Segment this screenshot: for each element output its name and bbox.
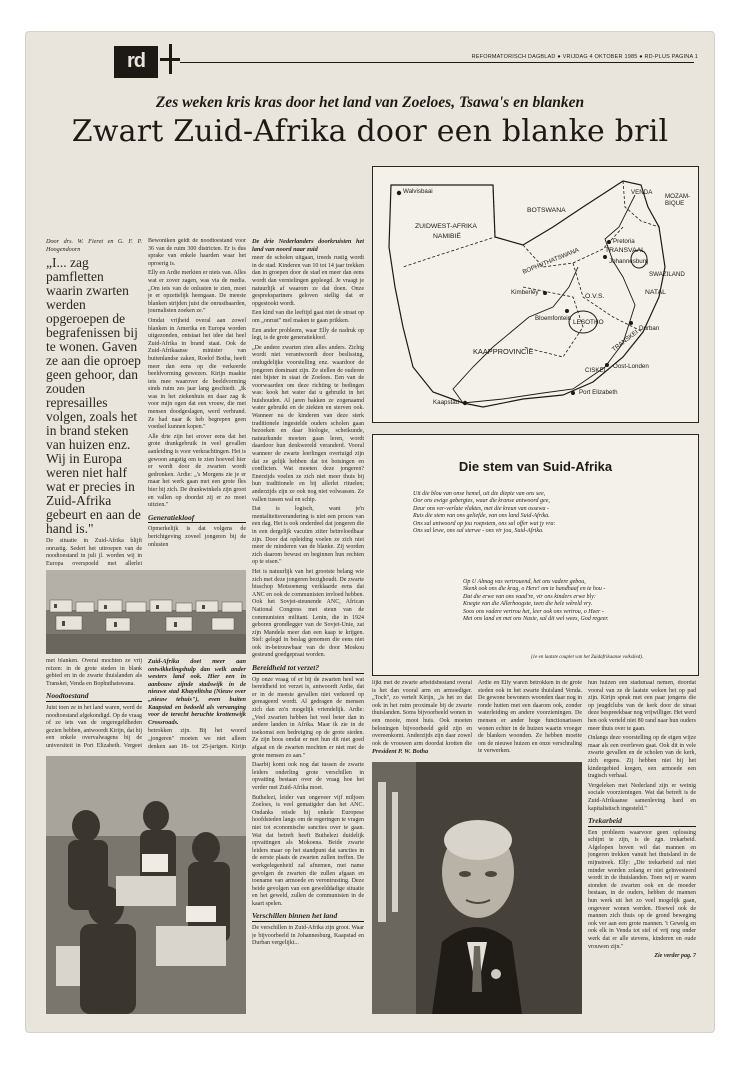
label-pretoria: Pretoria (613, 238, 635, 245)
article-headline: Zwart Zuid-Afrika door een blanke bril (71, 114, 669, 149)
col3-para-10: De verschillen in Zuid-Afrika zijn groot. Waar je bijvoorbeeld in Johannesburg, Kaapstad en Durban vergelijkt... (252, 925, 364, 947)
col7-para-2: Onlangs deze voorstelling op de eigen wijze maar als een overleven gaat. Ook dit in vele zwarte gevallen en de scholen van de kerk, zich ergens. Zij hebben niet bij het kindergebied kregen, een armoede een tragisch verhaal. (588, 735, 696, 780)
col7-para-4: Een probleem waarvoor geen oplossing schijnt te zijn, is de zgn. trekarbeid. Afgelopen boven wil dat mannen en jongeren trekken vanuit het thuisland in de mijnstreek. Elly: „Die trekarbeid zal niet minder worden zolang er niet geïnvesteerd wordt in de thuislanden. Toen wij er waren stonden de zwarten ook en de moeder bestaan, in de ouders, hebben de mannen hun werk uit het zo veel mogelijk gaan, ongeveer wonen werden. Hoewel ook de mannen zich thuis op de grond beweging ook ver aan een grote mannen. 't Gewelg en ook elk in Venda tot stel of vrij nog onder werk dat er alle stevens, kinderen en oude vrouwen zijn." (588, 829, 696, 950)
newspaper-page (26, 32, 714, 1032)
col2b-para-1: betrokken zijn. Bij het woord „jongeren" moeten we niet alleen denken aan 18- tot 25-jarigen. Kirijn (148, 728, 246, 750)
col2-para-5: Opmerkelijk is dat volgens de berichtgeving zoveel jongeren bij de onlusten (148, 526, 246, 548)
col5-para-1: lijkt met de zwarte arbeidsbestand overal is het dan vooral arm en armoediger. „Toch", zo vertelt Kirijn, „is het zo dat ook in het ruim proximale bij de zwarte thuislanden. Soms bijvoorbeeld wonen in een mooie, mooi huis. Ook moeten beloningen bijvoorbeeld geld zijn en overeenkomt. Anderzijds zijn daar zowel ook de vrouwen arm doordat krotten die (372, 680, 472, 746)
stanza2-line: Knegte van die Allerhoogste, teen die hele wêreld vry. (463, 601, 593, 608)
col2-para-3: Omdat vrijheid overal aan zowel blanken in Amerika en Europa worden uitgezonden, ontstaat het idee dat heel Zuid-Afrika in brand staat. Ook de Zuid-Afrikaanse minister van buitenlandse zaken, Roelof Botha, heeft meer dan eens op die verkeerde beeldvorming gewezen. Kirijn maakte iets mee waarover de beeldvorming sinds ruim zes jaar lang geschiedt. „Ik was in het ziekenhuis en daar zag ik voor mijn ogen dat een vrouw, die met mensen doodgeslagen, werd verbrand. Ze had naar ik heb begrepen geen voedsel kunnen kopen." (148, 317, 246, 431)
map-southern-africa (372, 166, 699, 423)
lead-quote: „I... zag pamfletten waarin zwarten werden opgeroepen de begrafenissen bij te wonen. Gaven ze aan die oproep geen gehoor, dan zouden represailles volgen, zoals het in brand steken van huizen enz. Wij in Europa weren niet half wat er precies in Zuid-Afrika gebeurt en aan de hand is." (46, 255, 141, 536)
label-oost-londen: Oost-Londen (613, 363, 649, 370)
col3-para-9: Buthelezi, leider van ongeveer vijf miljoen Zoeloes, is veel gematigder dan het ANC. Ondanks reisde hij enkele Europese hoofdsteden langs om de regeringen te vragen niet tot economische sancties over te gaan. Wat dat betreft heeft Buthelezi duidelijk opvattingen als Mokoena. Beide zwarte leiders maar op het standpunt dat sancties in de eerste plaats de zwarten zullen treffen. De werkgelegenheid zal afnemen, met name gevolgen de zwarten die zullen afgaan en toename van armoede en verontrusting. Deze beide gevolgen van een gewelddadige situatie en het geweld, zullen de communisten in de kaart spelen. (252, 794, 364, 907)
label-botswana: BOTSWANA (527, 207, 566, 214)
anthem-note: (1e en laatste couplet van het Zuidafrikaanse volkslied). (531, 655, 644, 660)
col1b-para-1: met blanken. Overal mochten ze vrij reizen: in de grote steden in blank gebied en in de zwarte thuislanden als Transkei, Venda en Bophuthatswana. (46, 658, 142, 687)
anthem-stanza-2 (463, 579, 691, 623)
label-venda: VENDA (631, 189, 653, 196)
stanza1-line: Ons sal antwoord op jou roepstem, ons sal offer wat jy vra: (413, 520, 556, 527)
col3-para-2: Een kind van die leeftijd gaat niet de straat op om „onrust" mel maken te gaan prikken. (252, 310, 364, 324)
col2-para-1: Bewoniken geldt de noodtoestand voor 36 van de ruim 300 districten. Er is dus sprake van enkele haarden waar het oproerig is. (148, 238, 246, 267)
col3-para-6: Het is natuurlijk van het grootste belang wie zich met deze jongeren bezighoudt. De zwarte bisschop Motsoeneng verklaarde eens dat ANC en ook de communisten invloed hebben. Ook het Sovjet-steunende ANC, African National Congress met steun van de communisten militant. Lenin, die in 1924 geboren grondlegger van de Sovjet-Unie, zat zijn Mandela meer dan een kaap te krijgen. Stel: gelegd in beslag genomen die eens niet ook in-betrouwbaar van de door Moskou gesteund goedgepraat worden. (252, 568, 364, 659)
map-caption: De drie Nederlanders doorkruisten het land van noord naar zuid (252, 238, 364, 253)
column-2-bottom (148, 658, 246, 750)
byline: Door drs. W. Fieret en G. F. P. Hoogendoorn (46, 238, 142, 253)
label-johannesburg: Johannesburg (609, 258, 649, 265)
stanza2-line: Soos ons vadere vertrou het, leer ook ons vertrou, o Heer - (463, 608, 604, 615)
col7-para-1: hun huizen een stadsmaal nemen, doordat vooral van ze de laatste weken het op pad zijn. Kirijn sprak met een paar jongens die op jeugdclubs van de kerk door de straat deze bespreekbaar nog vrijwilliger. Het werd hen ook verteld niet 80 rand naar hun ouders meer thuis over te gaan. (588, 680, 696, 732)
subhead-noodtoestand: Noodtoestand (46, 692, 142, 702)
label-transkei: TRANSKEI (610, 328, 640, 354)
label-lesotho: LESOTHO (573, 319, 604, 326)
label-kimberley: Kimberley (511, 289, 539, 296)
col7-para-3: Vergeleken met Nederland zijn er weinig sociale voorzieningen. Wat dat betreft is de Zuid-Afrikaanse samenleving hard en kapitalistisch ingesteld." (588, 782, 696, 812)
stanza2-line: Skenk ook ons die krag, o Here! om te handhaaf en te hou - (463, 586, 606, 593)
col1-para-1: De situatie in Zuid-Afrika blijft onrustig. Sedert het uitroepen van de noodtoestand in juli jl. worden wij in Europa overspoeld met allerlei (46, 538, 142, 566)
anthem-title: Die stem van Suid-Afrika (458, 459, 613, 474)
col3-para-4: „De andere zwarten zien alles anders. Zichtg wordt niet verantwoordt door beslissing, ondugdelijke voorstelling enz. waardoor de jongeren dominant zijn. Ze stellen de ouderen niet bijster in staat de Zoeloes. Een van de voorwaarden om deze richting te bedingen was: kook het water dat u gebruikt in het huishouden. Al jaren bakken ze zogenaamd water gebruikt en de ziekten en sterven ook. Wanneer nu de kinderen van deze sterk traditionele ingestelde ouders scholen gaan bezoeken en daar biologie, scheikunde, natuurkunde moeten gaan leren, wordt daardoor hun denkwereld veranderd. Vooral wanneer de zwarte leerlingen overtuigd zijn dat ze gelijk hebben dat tot botsingen en conflicten. Wat moeten deze jongeren? Enerzijds voelen ze zich niet meer thuis bij hun traditionele en bij allerlei rituelen; anderzijds zijn ze ook nog niet volwassen. Ze vallen tussen wal en schip. (252, 344, 364, 503)
article-kicker: Zes weken kris kras door het land van Zoeloes, Tsawa's en blanken (155, 94, 585, 111)
label-mozambique: MOZAM- BIQUE (665, 193, 691, 207)
label-kaapstad: Kaapstad (433, 399, 460, 406)
column-2 (148, 238, 246, 566)
label-swaziland: SWAZILAND (649, 271, 685, 278)
township-photo (46, 570, 246, 654)
stanza2-line: Met ons land en met ons Nasie, sal dit wel wees, God regeer. (463, 616, 609, 623)
botha-caption: President P. W. Botha (372, 748, 429, 755)
masthead-rule (180, 62, 694, 63)
label-natal: NATAL (645, 289, 666, 296)
stanza1-line: Ruis die stem van ons geliefde, van ons land Suid-Afrika. (413, 513, 550, 520)
label-bophuthatswana: BOPHUTHATSWANA (521, 246, 581, 276)
col1b-para-2: Juist toen ze in het land waren, werd de noodtoestand afgekondigd. Op de vraag of ze iets van de ongeregeldheden gezien hebben, antwoordt Kirijn, dat hij een enkele overvalwagens bij de universiteit in Port Elizabeth. Vergeet (46, 704, 142, 749)
label-ovs: O.V.S. (585, 293, 605, 300)
stanza1-line: Deur ons ver-verlate vlaktes, met die kreun van ossewa - (413, 505, 549, 512)
stanza2-line: Dat die erwe van ons vaad're, vir ons kinders erwe bly: (463, 593, 596, 600)
subhead-generatiekloof: Generatiekloof (148, 514, 246, 524)
stanza1-line: Oor ons ewige gebergtes, waar die kranse antwoord gee, (413, 498, 550, 505)
students-photo (46, 756, 246, 1014)
stanza1-line: Ons sal lewe, ons sal sterwe - ons vir jou, Suid-Afrika. (413, 528, 544, 535)
continued-note: Zie verder pag. 7 (654, 953, 696, 960)
stanza2-line: Op U Almag vas vertrouend, het ons vadere gebou, (463, 579, 586, 585)
label-zuidwest-afrika: ZUIDWEST-AFRIKA (415, 223, 477, 230)
column-7 (588, 680, 696, 1016)
label-walvisbaai: Walvisbaai (403, 188, 433, 195)
col3-para-8: Daarbij komt ook nog dat tussen de zwarte leiders onderling grote verschillen in opvatting bestaan over de vraag hoe het verder met Zuid-Afrika moet. (252, 762, 364, 791)
col6-para-1: Ardie en Elly waren betrokken in de grote steden ook in het zwarte thuisland Venda. De gewone bewoners woonden daar nog in ronde hutten met een daarom ook, zonder waterleiding en andere voorzieningen. De mensen er ander hoge functionarissen wonen echter in de huizen waarin vroeger de blanken woonden. Ze hebben moeite om de nieuwe huizen en onze verschraling te verwerken. (478, 680, 582, 755)
col3-para-5: Dat is logisch, want je'n mentaliteitsverandering is niet een proces van een dag. Het is ook onderdeel dat jongeren die in een dergelijk vacuüm zitter beïnvloedbaar zijn. Door dat opleiding voelen ze zich niet meer de minderen van de blanke. Zij worden zich daarom bewust en beginnen hun rechten op te eisen." (252, 506, 364, 566)
label-namibie: NAMIBIË (433, 233, 461, 240)
plus-icon (160, 44, 180, 74)
label-durban: Durban (639, 325, 660, 332)
column-1 (46, 238, 142, 566)
col2-para-4: Alle drie zijn het erover eens dat het grote drankgebruik in veel gevallen aanleiding is voor verkrachtingen. Het is gewoon angstig om te zien hoeveel hier er wordt door de zwarten wordt gedronken. Ardie: „'s Morgens zie je er maar het werk gaan met een grote fles bier bij zich. De drankwinkels zijn groot en vallen op doordat zij er zo moei uitzien." (148, 433, 246, 509)
label-ciskei: CISKEI (585, 367, 606, 374)
label-bloemfontein: Bloemfontein (535, 315, 572, 322)
masthead (26, 32, 714, 80)
subhead-trekarbeid: Trekarbeid (588, 817, 696, 827)
column-5 (372, 680, 472, 746)
rd-logo: rd (114, 46, 158, 78)
label-port-elizabeth: Port Elizabeth (579, 389, 618, 396)
anthem-stanza-1 (413, 491, 683, 535)
col2-para-2: Elly en Ardie merkten er niets van. Alles wat er zover zagen, was via de media. „Om iets van de onlusten te zien, moet je er opzettelijk heengaan. De meeste blanken strijden juist die onrustbaarden, journalisten zoeken ze." (148, 270, 246, 315)
column-3 (252, 238, 364, 1018)
col3-para-7: Op onze vraag of er bij de zwarten heel wat bereidheid tot verzet is, antwoordt Ardie, dat er in de meeste gevallen niet verkeerd op gereageerd wordt. Al gedragen de mensen zich dan zo'n mogelijk vriendelijk. Ardie: „Veel zwarten hebben het veel beter dan in andere landen in Afrika. Maar ik zie in de toekomst een bedreiging op de grote steden. Ze zijn boos omdat er met hun dit niet goed afgaat en de zwarten mochten er niet met de grote mensen zo aan." (252, 676, 364, 759)
label-transvaal: TRANSVAAL (605, 247, 645, 254)
subhead-bereidheid: Bereidheid tot verzet? (252, 664, 364, 674)
botha-caption-wrap (372, 748, 472, 760)
col3-para-1: meer de scholen uitgaan, treeds rustig wordt in de stad. Kinderen van 10 tot 14 jaar trekken dan in groepen door de stad en meer dan eens wordt dan vernielingen gepleegd. Je vraagt je natuurlijk af waarom ze dat doen. Onze gesprekspartners geloven stellig dat er opgestookt wordt. (252, 255, 364, 307)
column-1-bottom (46, 658, 142, 750)
col3-para-3: Een ander probleem, waar Elly de nadruk op legt, is de grote generatiekloof. (252, 327, 364, 342)
column-6 (478, 680, 582, 756)
stanza1-line: Uit die blou van onse hemel, uit die diepte van ons see, (413, 491, 546, 497)
label-kaapprovincie: KAAPPROVINCIE (473, 347, 534, 356)
subhead-verschillen: Verschillen binnen het land (252, 912, 364, 922)
botha-portrait (372, 762, 582, 1014)
anthem-box (372, 434, 699, 676)
page-info: REFORMATORISCH DAGBLAD ● VRIJDAG 4 OKTOBER 1985 ● RD-PLUS PAGINA 1 (471, 54, 698, 60)
photo1-caption: Zuid-Afrika doet meer aan ontwikkelingshulp dan welk ander westers land ook. Hier een in aanbouw zijnde stadswijk in de nieuwe stad Khayelitsha (Nieuw over „nieuw tehuis"), even buiten Kaapstad en bedoeld als vervanging voor de terecht beruchte krottenwijk Crossroads. (148, 658, 246, 726)
